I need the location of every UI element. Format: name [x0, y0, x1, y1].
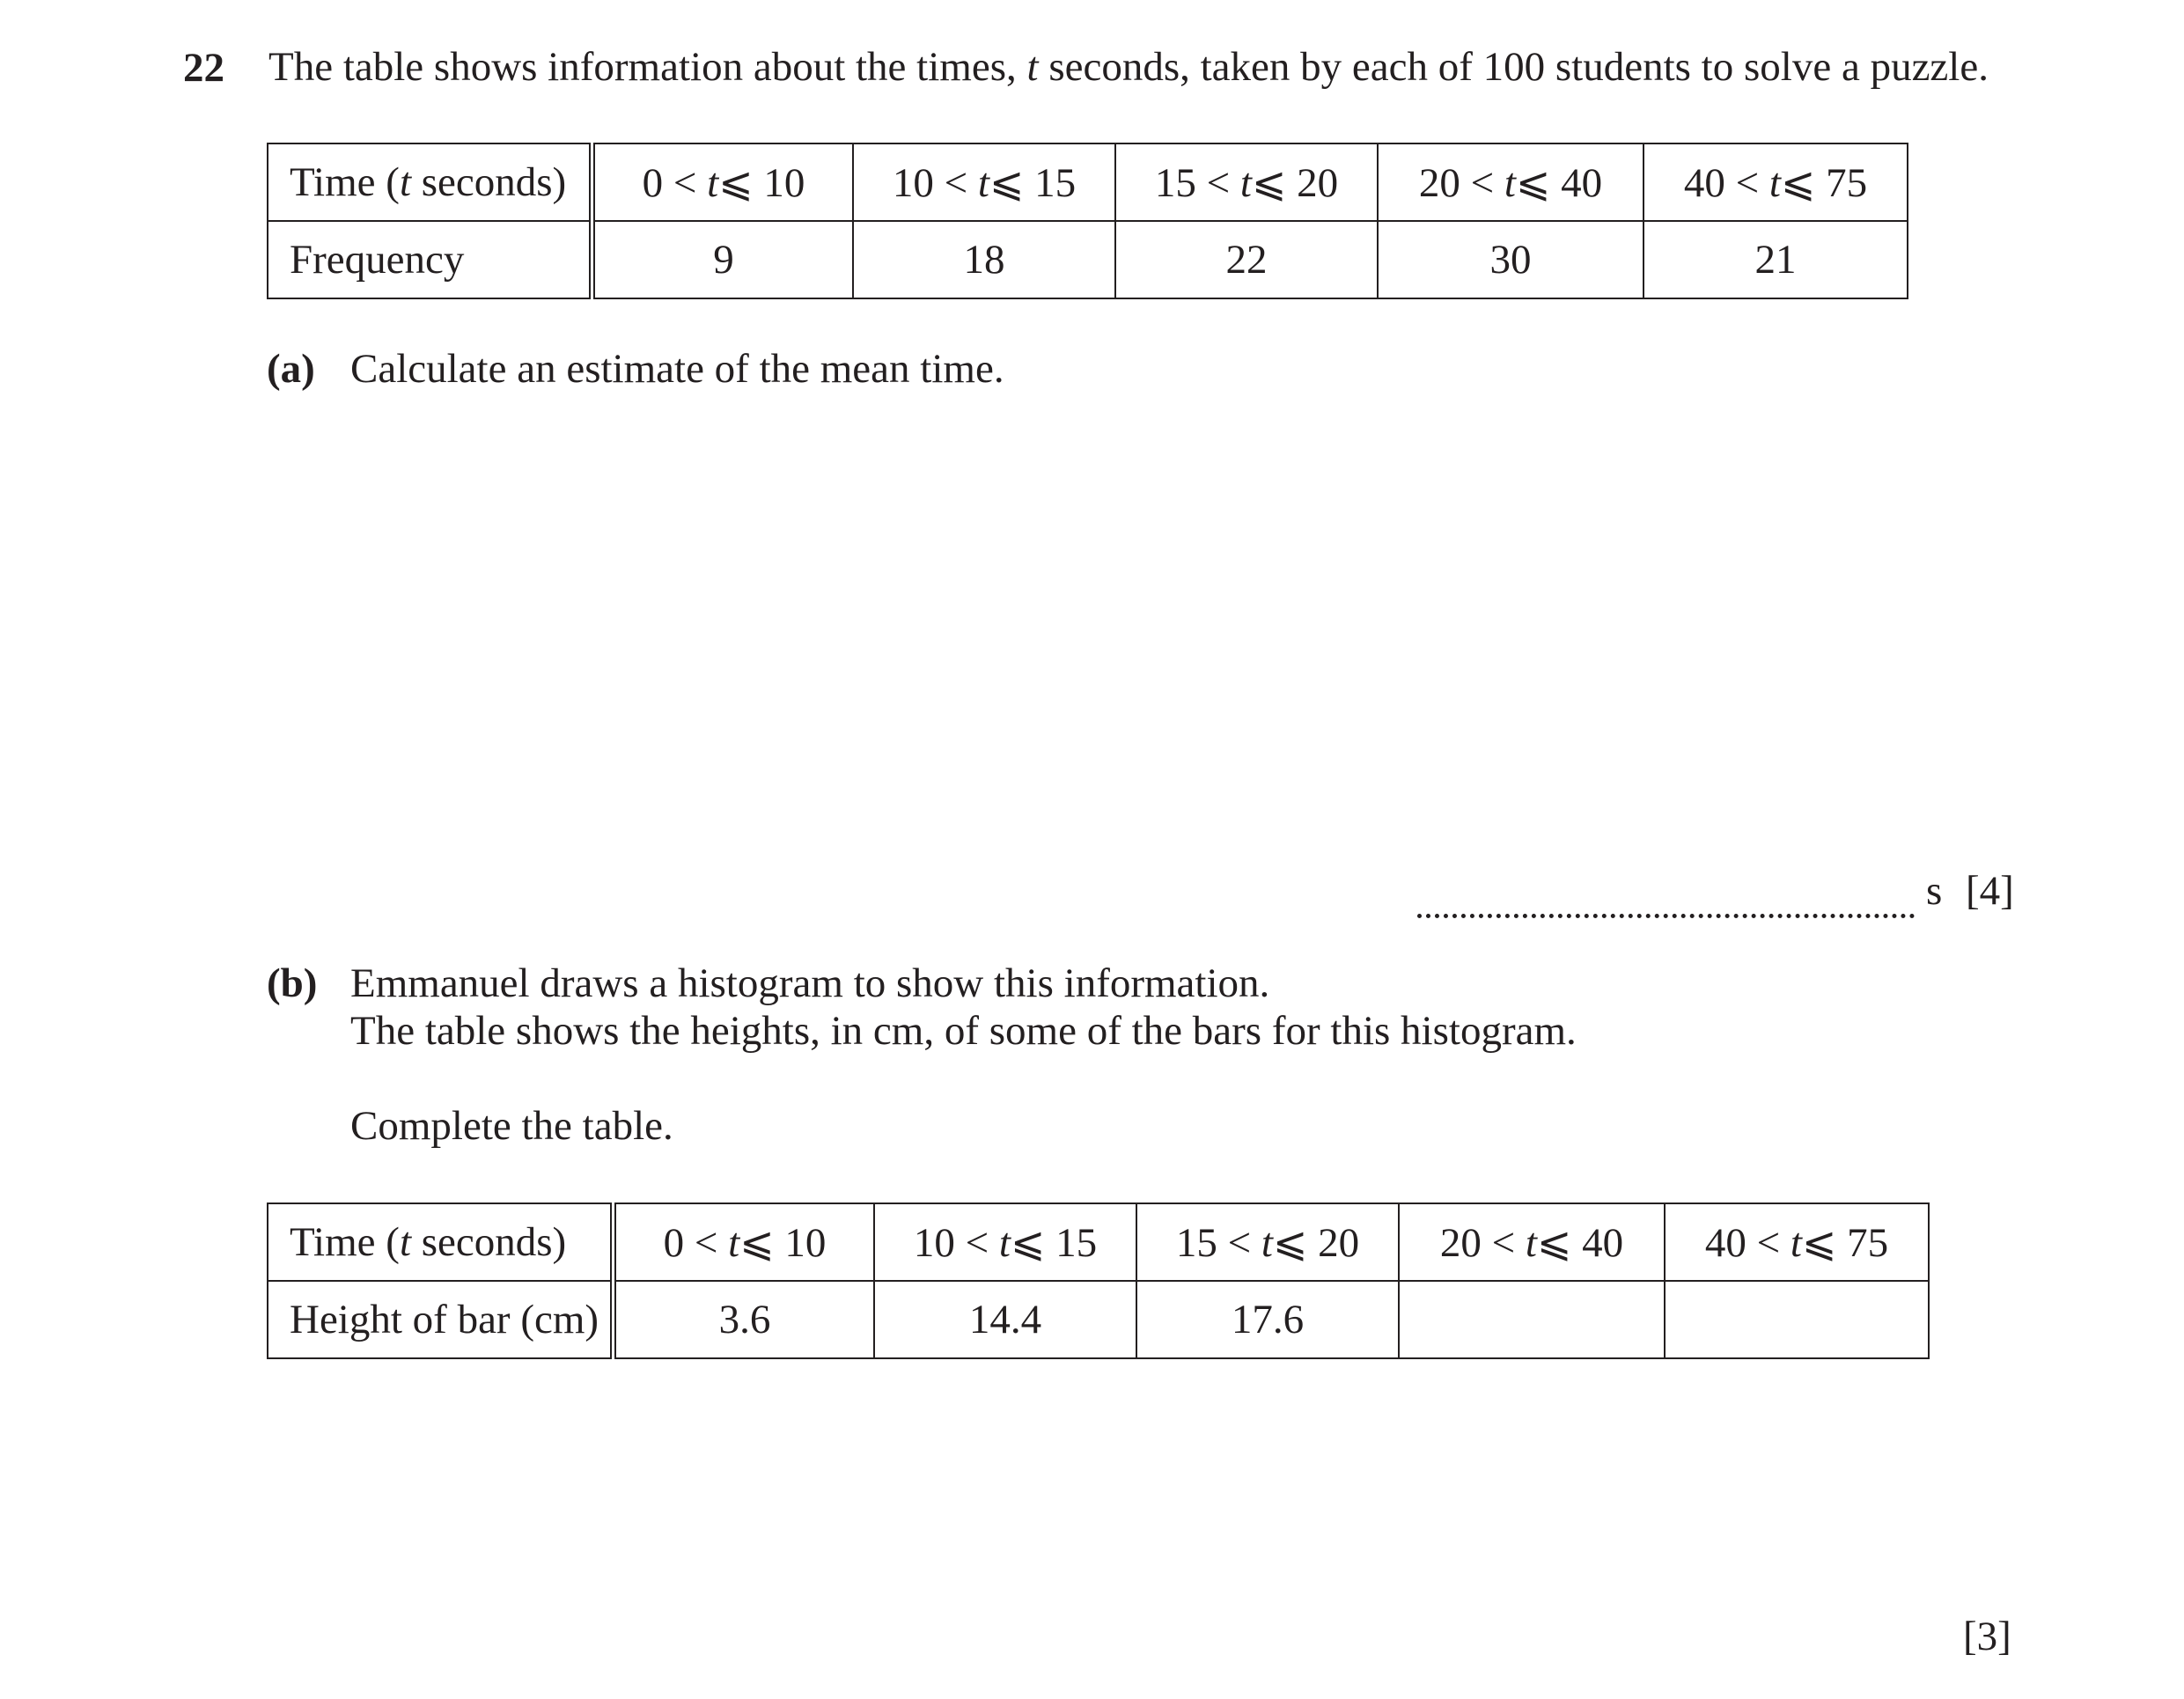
- part-a-marks: [4]: [1966, 868, 2014, 914]
- frequency-cell: 22: [1115, 221, 1378, 298]
- part-b-line-2: The table shows the heights, in cm, of some of the bars for this histogram.: [350, 1008, 1577, 1054]
- interval-cell: 10 < t⩽ 15: [874, 1203, 1136, 1281]
- height-cell: 17.6: [1136, 1281, 1399, 1358]
- part-b-line-1: Emmanuel draws a histogram to show this information.: [350, 960, 1270, 1006]
- frequency-cell: 18: [853, 221, 1115, 298]
- frequency-label-cell: Frequency: [268, 221, 592, 298]
- height-label-cell: Height of bar (cm): [268, 1281, 614, 1358]
- question-stem: [268, 43, 1989, 92]
- answer-unit: s: [1926, 868, 1943, 914]
- frequency-cell: 21: [1644, 221, 1908, 298]
- interval-cell: 40 < t⩽ 75: [1665, 1203, 1929, 1281]
- interval-cell: 15 < t⩽ 20: [1115, 143, 1378, 221]
- answer-line-mean[interactable]: [1417, 872, 1915, 918]
- stem-variable: t: [1026, 44, 1039, 90]
- interval-cell: 0 < t⩽ 10: [592, 143, 854, 221]
- interval-cell: 20 < t⩽ 40: [1378, 143, 1644, 221]
- interval-cell: 40 < t⩽ 75: [1644, 143, 1908, 221]
- part-b-label: (b): [267, 960, 318, 1006]
- frequency-cell: 9: [592, 221, 854, 298]
- height-cell: 3.6: [614, 1281, 875, 1358]
- interval-cell: 20 < t⩽ 40: [1399, 1203, 1665, 1281]
- stem-text-1: The table shows information about the times,: [268, 44, 1027, 90]
- interval-cell: 0 < t⩽ 10: [614, 1203, 875, 1281]
- stem-text-2: seconds, taken by each of 100 students to solve a puzzle.: [1038, 44, 1989, 90]
- part-a-text: Calculate an estimate of the mean time.: [350, 346, 1004, 392]
- question-number: 22: [183, 45, 224, 91]
- part-b-marks: [3]: [1963, 1614, 2011, 1659]
- height-cell: 14.4: [874, 1281, 1136, 1358]
- height-answer-cell[interactable]: [1665, 1281, 1929, 1358]
- part-b-instruction: Complete the table.: [350, 1103, 673, 1149]
- table-row: [268, 1281, 1929, 1358]
- frequency-table: [267, 143, 1908, 299]
- table-row: [268, 143, 1908, 221]
- height-answer-cell[interactable]: [1399, 1281, 1665, 1358]
- table-row: [268, 221, 1908, 298]
- table-row: [268, 1203, 1929, 1281]
- interval-cell: 10 < t⩽ 15: [853, 143, 1115, 221]
- histogram-heights-table: [267, 1203, 1930, 1359]
- frequency-cell: 30: [1378, 221, 1644, 298]
- time-header-cell: Time (t seconds): [268, 1203, 614, 1281]
- part-a-label: (a): [267, 346, 315, 392]
- interval-cell: 15 < t⩽ 20: [1136, 1203, 1399, 1281]
- time-header-cell: Time (t seconds): [268, 143, 592, 221]
